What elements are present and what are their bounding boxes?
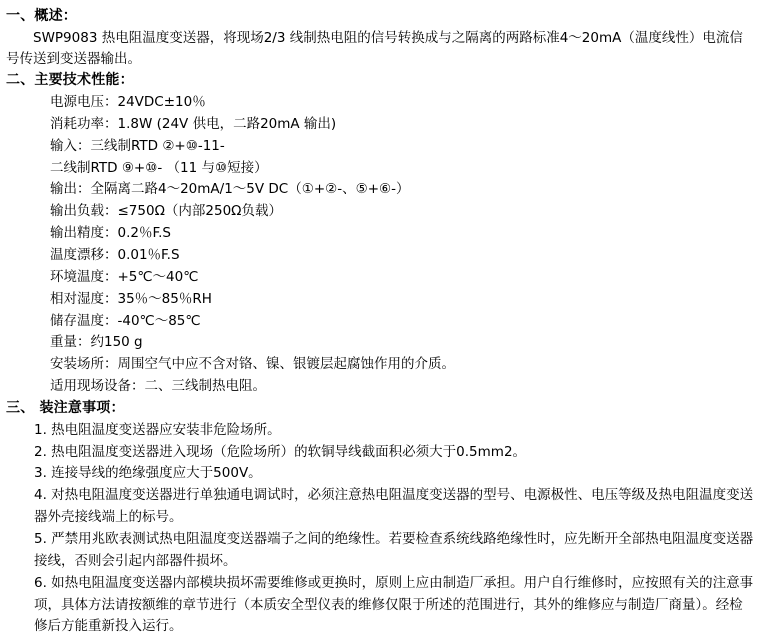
section-specifications bbox=[6, 70, 755, 398]
spec-item: 温度漂移：0.01％F.S bbox=[50, 247, 180, 264]
note-item: 4. 对热电阻温度变送器进行单独通电调试时，必须注意热电阻温度变送器的型号、电源极性、电压等级及热电阻温度变送器外壳接线端上的标号。 bbox=[34, 487, 754, 526]
spec-item: 安装场所：周围空气中应不含对铬、镍、银镀层起腐蚀作用的介质。 bbox=[50, 356, 455, 373]
spec-item: 储存温度：-40℃～85℃ bbox=[50, 312, 201, 329]
section-overview bbox=[6, 6, 755, 70]
spec-item: 输出：全隔离二路4～20mA/1～5V DC（①+②-、⑤+⑥-） bbox=[50, 181, 410, 198]
spec-item: 输出精度：0.2％F.S bbox=[50, 225, 171, 242]
section-heading-overview: 一、概述： bbox=[6, 8, 77, 24]
spec-item: 重量：约150 g bbox=[50, 334, 143, 351]
spec-item: 相对湿度：35％～85％RH bbox=[50, 290, 212, 307]
spec-item: 环境温度：+5℃～40℃ bbox=[50, 268, 199, 285]
spec-item: 输出负载：≤750Ω（内部250Ω负载） bbox=[50, 203, 282, 220]
spec-item: 输入：三线制RTD ②+⑩-11- bbox=[50, 137, 225, 154]
overview-paragraph: SWP9083 热电阻温度变送器，将现场2/3 线制热电阻的信号转换成与之隔离的两路标准4～20mA（温度线性）电流信号传送到变送器输出。 bbox=[6, 29, 743, 68]
section-heading-specifications: 二、主要技术性能： bbox=[6, 72, 134, 89]
note-item: 6. 如热电阻温度变送器内部模块损坏需要维修或更换时，原则上应由制造厂承担。用户自行维修时，应按照有关的注意事项，具体方法请按额维的章节进行（本质安全型仪表的维修仅限于所述的范围进行，其外的维修应与制造厂商量）。经检修后方能重新投入运行。 bbox=[34, 574, 754, 635]
note-item: 2. 热电阻温度变送器进入现场（危险场所）的软铜导线截面积必须大于0.5mm2。 bbox=[34, 443, 527, 460]
spec-item: 适用现场设备：二、三线制热电阻。 bbox=[50, 378, 266, 395]
spec-item: 电源电压：24VDC±10％ bbox=[50, 94, 206, 111]
spec-item: 二线制RTD ⑨+⑩- （11 与⑩短接） bbox=[50, 159, 268, 176]
note-item: 5. 严禁用兆欧表测试热电阻温度变送器端子之间的绝缘性。若要检查系统线路绝缘性时，应先断开全部热电阻温度变送器接线，否则会引起内部器件损坏。 bbox=[34, 531, 754, 569]
note-item: 3. 连接导线的绝缘强度应大于500V。 bbox=[34, 465, 262, 482]
section-heading-installation-notes: 三、 装注意事项： bbox=[6, 400, 125, 417]
note-item: 1. 热电阻温度变送器应安装非危险场所。 bbox=[34, 421, 281, 438]
section-installation-notes bbox=[6, 398, 755, 638]
spec-item: 消耗功率：1.8W (24V 供电，二路20mA 输出) bbox=[50, 115, 337, 132]
